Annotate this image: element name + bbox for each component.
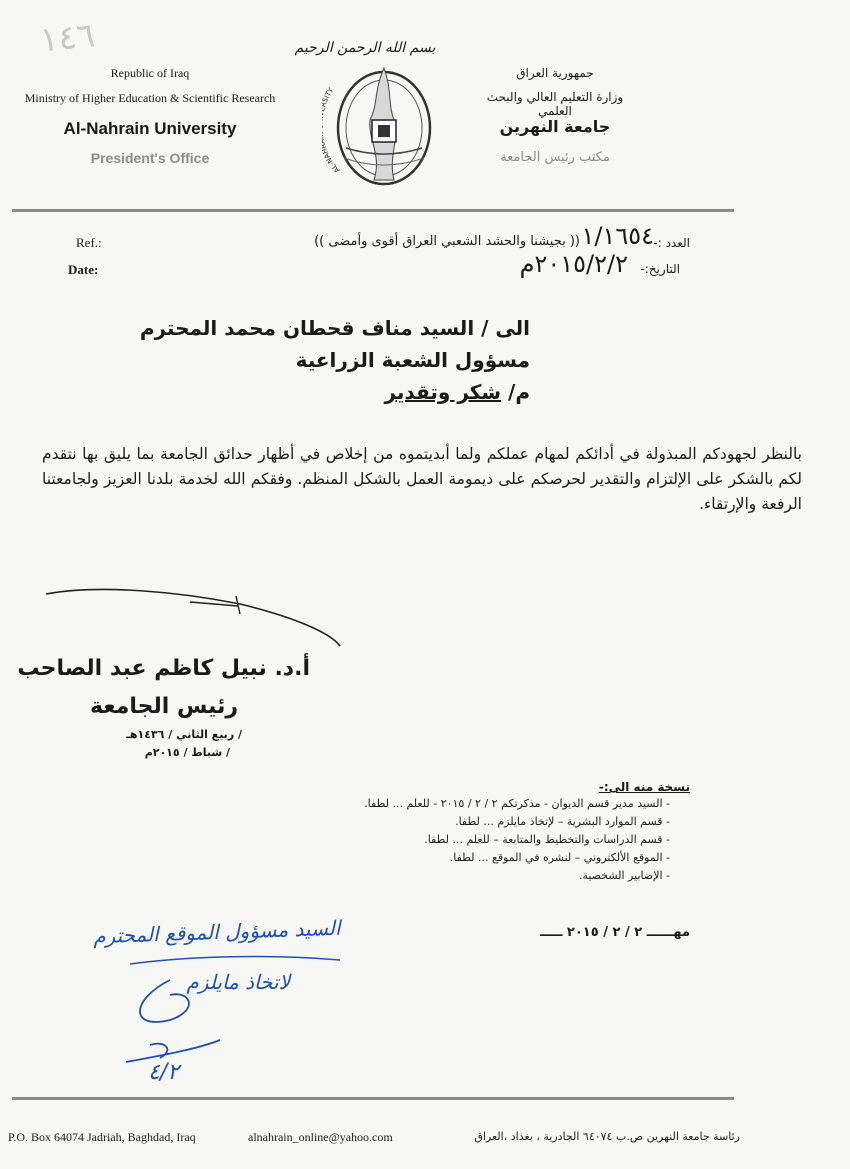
number-value: ١/١٦٥٤ (581, 222, 654, 250)
signatory-title: رئيس الجامعة (90, 694, 238, 719)
header-ar-country: جمهورية العراق (516, 66, 594, 80)
ref-label: Ref.: (76, 235, 102, 250)
number-label: العدد :- (653, 236, 690, 250)
footer-address-ar: رئاسة جامعة النهرين ص.ب ٦٤٠٧٤ الجادرية ، بغداد ،العراق (474, 1130, 740, 1143)
recipient-to: الى / السيد مناف قحطان محمد المحترم (139, 316, 530, 340)
cc-item: - قسم الدراسات والتخطيط والمتابعة – للعلم ... لطفا. (424, 833, 670, 846)
cc-item: - السيد مدير قسم الديوان - مذكرتكم ٢ / ٢ / ٢٠١٥ - للعلم ... لطفا. (364, 797, 670, 810)
date-ar-label: التاريخ:- (640, 262, 680, 276)
header-ar-university: جامعة النهرين (499, 117, 611, 136)
header-ar-ministry: وزارة التعليم العالي والبحث العلمي (486, 90, 624, 118)
header-ar-office: مكتب رئيس الجامعة (500, 150, 610, 165)
signatory-name: أ.د. نبيل كاظم عبد الصاحب (17, 656, 310, 681)
mh-line: مهــــــ ٢ / ٢ / ٢٠١٥ ـــــ (540, 925, 690, 940)
handwritten-note-line3: ٤/٢ (148, 1060, 180, 1085)
date-label: Date: (68, 262, 99, 277)
subject-prefix: م/ (508, 380, 530, 404)
signature-scribble (40, 584, 360, 654)
header-en-office: President's Office (90, 150, 210, 166)
header-divider (12, 209, 734, 212)
cc-item: - قسم الموارد البشرية – لإتخاذ مايلزم ... لطفا. (455, 815, 670, 828)
seal-graphic (322, 60, 442, 195)
basmala: بسم الله الرحمن الرحيم (294, 40, 436, 56)
cc-item: - الإضابير الشخصية. (578, 869, 670, 882)
handwritten-note-line1: السيد مسؤول الموقع المحترم (92, 915, 341, 949)
header-en-ministry: Ministry of Higher Education & Scientific Research (24, 91, 276, 105)
subject-text: شكر وتقدير (384, 380, 502, 404)
corner-handwriting: ١٤٦ (38, 15, 97, 61)
seal-text: AL-NA ITY (322, 86, 342, 175)
subject-line (385, 380, 530, 404)
date-value: ٢٠١٥/٢/٢م (519, 250, 628, 278)
university-seal-logo (322, 60, 442, 195)
blue-signature-scribble (110, 950, 350, 1090)
gregorian-date: / شباط / ٢٠١٥م (144, 746, 230, 759)
handwritten-note-line2: لاتخاذ مايلزم (186, 970, 290, 994)
cc-heading: نسخة منه الى:- (598, 780, 690, 794)
cc-item: - الموقع الألكتروني – لنشره في الموقع ... لطفا. (449, 851, 670, 864)
header-en-university: Al-Nahrain University (63, 119, 237, 138)
body-paragraph: بالنظر لجهودكم المبذولة في أدائكم لمهام عملكم ولما أبديتموه من إخلاص في أظهار حدائق الجامعة بما يليق بها نتقدم لكم بالشكر على الإلتزام والتقدير لحرصكم على ديمومة العمل بالشكل المنظم. وفقكم الله لخدمة بلدنا العزيز ولجامعتنا الرفعة والإرتقاء. (42, 445, 802, 513)
hijri-date: / ربيع الثاني / ١٤٣٦هـ (126, 728, 242, 741)
footer-address-en: P.O. Box 64074 Jadriah, Baghdad, Iraq (8, 1130, 196, 1144)
slogan: (( بجيشنا والحشد الشعبي العراق أقوى وأمضى )) (314, 234, 580, 249)
recipient-title: مسؤول الشعبة الزراعية (295, 348, 530, 372)
footer-divider (12, 1097, 734, 1100)
footer-email: alnahrain_online@yahoo.com (248, 1130, 393, 1144)
header-en-country: Republic of Iraq (110, 66, 190, 80)
